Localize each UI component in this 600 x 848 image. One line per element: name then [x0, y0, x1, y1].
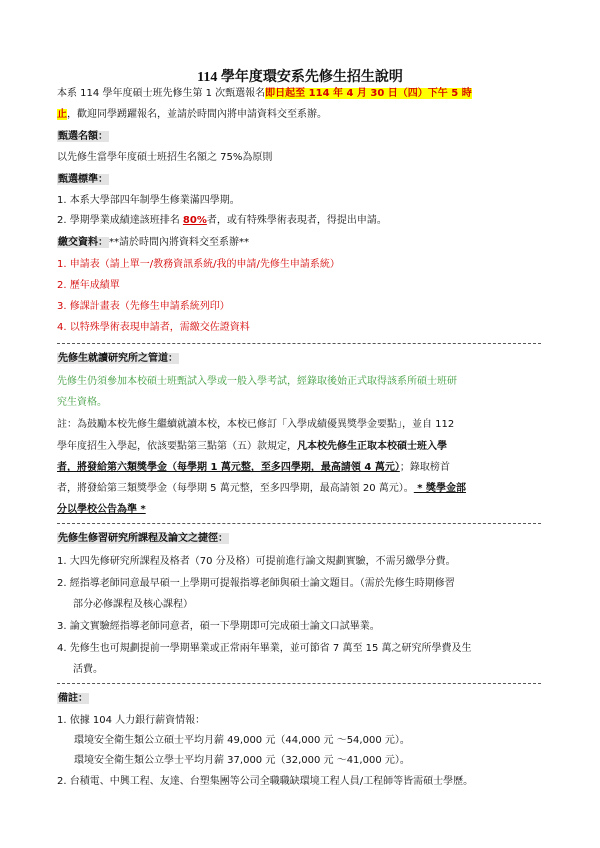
deadline-highlight-end: 止 — [57, 109, 67, 120]
documents-heading: 繳交資料：**請於時間內將資料交至系辦** — [58, 237, 249, 248]
criteria-item-2: 2. 學期學業成績達該班排名 80%者，或有特殊學術表現者，得提出申請。 — [57, 215, 387, 226]
fasttrack-item-1: 1. 大四先修研究所課程及格者（70 分及格）可提前進行論文規劃實驗，不需另繳學分費。 — [57, 556, 456, 567]
document-item-1: 1. 申請表（請上單一/教務資訊系統/我的申請/先修生申請系統） — [57, 259, 340, 270]
document-item-4: 4. 以特殊學術表現申請者，需繳交佐證資料 — [57, 322, 250, 333]
fasttrack-item-2: 2. 經指導老師同意最早碩一上學期可提報指導老師與碩士論文題目。（需於先修生時期修習 — [57, 578, 455, 589]
quota-heading: 甄選名額： — [58, 131, 108, 142]
scholarship-note-line-5: 分以學校公告為準 * — [57, 504, 146, 515]
fasttrack-item-4: 4. 先修生也可規劃提前一學期畢業或正常兩年畢業，並可節省 7 萬至 15 萬之研究所學費及生 — [57, 643, 472, 654]
document-item-3: 3. 修課計畫表（先修生申請系統列印） — [57, 301, 230, 312]
remarks-item-1: 1. 依據 104 人力銀行薪資情報： — [57, 715, 206, 726]
fasttrack-item-4-cont: 活費。 — [73, 664, 103, 675]
fasttrack-heading: 先修生修習研究所課程及論文之捷徑： — [58, 533, 228, 544]
intro-text-end: ，歡迎同學踴躍報名，並請於時間內將申請資料交至系辦。 — [67, 109, 327, 120]
admission-heading: 先修生就讀研究所之管道： — [58, 353, 178, 364]
scholarship-note-line-4: 者，將發給第三類獎學金（每學期 5 萬元整，至多四學期，最高請領 20 萬元）。 * 獎學金部 — [57, 483, 467, 494]
remarks-heading: 備註： — [58, 693, 88, 704]
criteria-item-1: 1. 本系大學部四年制學生修業滿四學期。 — [57, 195, 240, 206]
section-divider — [57, 683, 541, 684]
deadline-highlight: 即日起至 114 年 4 月 30 日（四）下午 5 時 — [265, 88, 472, 99]
admission-text-line-2: 究生資格。 — [57, 397, 107, 408]
admission-text-line-1: 先修生仍須參加本校碩士班甄試入學或一般入學考試，經錄取後始正式取得該系所碩士班研 — [57, 376, 457, 387]
documents-note: **請於時間內將資料交至系辦** — [109, 237, 249, 248]
fasttrack-item-3: 3. 論文實驗經指導老師同意者，碩一下學期即可完成碩士論文口試畢業。 — [57, 621, 380, 632]
intro-line-1 — [57, 87, 472, 101]
section-divider — [57, 343, 541, 344]
scholarship-note-line-1: 註：為鼓勵本校先修生繼續就讀本校，本校已修訂「入學成績優異獎學金要點」，並自 112 — [57, 419, 455, 430]
fasttrack-item-2-cont: 部分必修課程及核心課程） — [73, 599, 193, 610]
page-title: 114 學年度環安系先修生招生說明 — [197, 70, 403, 85]
intro-line-2 — [57, 108, 327, 122]
remarks-item-2: 2. 台積電、中興工程、友達、台塑集團等公司全職職缺環境工程人員/工程師等皆需碩士學歷。 — [57, 776, 474, 787]
intro-text: 本系 114 學年度碩士班先修生第 1 次甄選報名 — [57, 88, 266, 99]
document-item-2: 2. 歷年成績單 — [57, 280, 120, 291]
scholarship-note-line-3: 者，將發給第六類獎學金（每學期 1 萬元整，至多四學期，最高請領 4 萬元）；錄取榜首 — [57, 462, 450, 473]
quota-text: 以先修生當學年度碩士班招生名額之 75%為原則 — [57, 152, 273, 163]
rank-percentage: 80% — [182, 215, 207, 226]
criteria-heading: 甄選標準： — [58, 174, 108, 185]
salary-masters: 環境安全衛生類公立碩士平均月薪 49,000 元（44,000 元 ～54,000 元）。 — [74, 735, 410, 746]
section-divider — [57, 523, 541, 524]
scholarship-note-line-2: 學年度招生入學起，依該要點第三點第（五）款規定，凡本校先修生正取本校碩士班入學 — [57, 441, 447, 452]
salary-bachelors: 環境安全衛生類公立學士平均月薪 37,000 元（32,000 元 ～41,000 元）。 — [74, 755, 410, 766]
